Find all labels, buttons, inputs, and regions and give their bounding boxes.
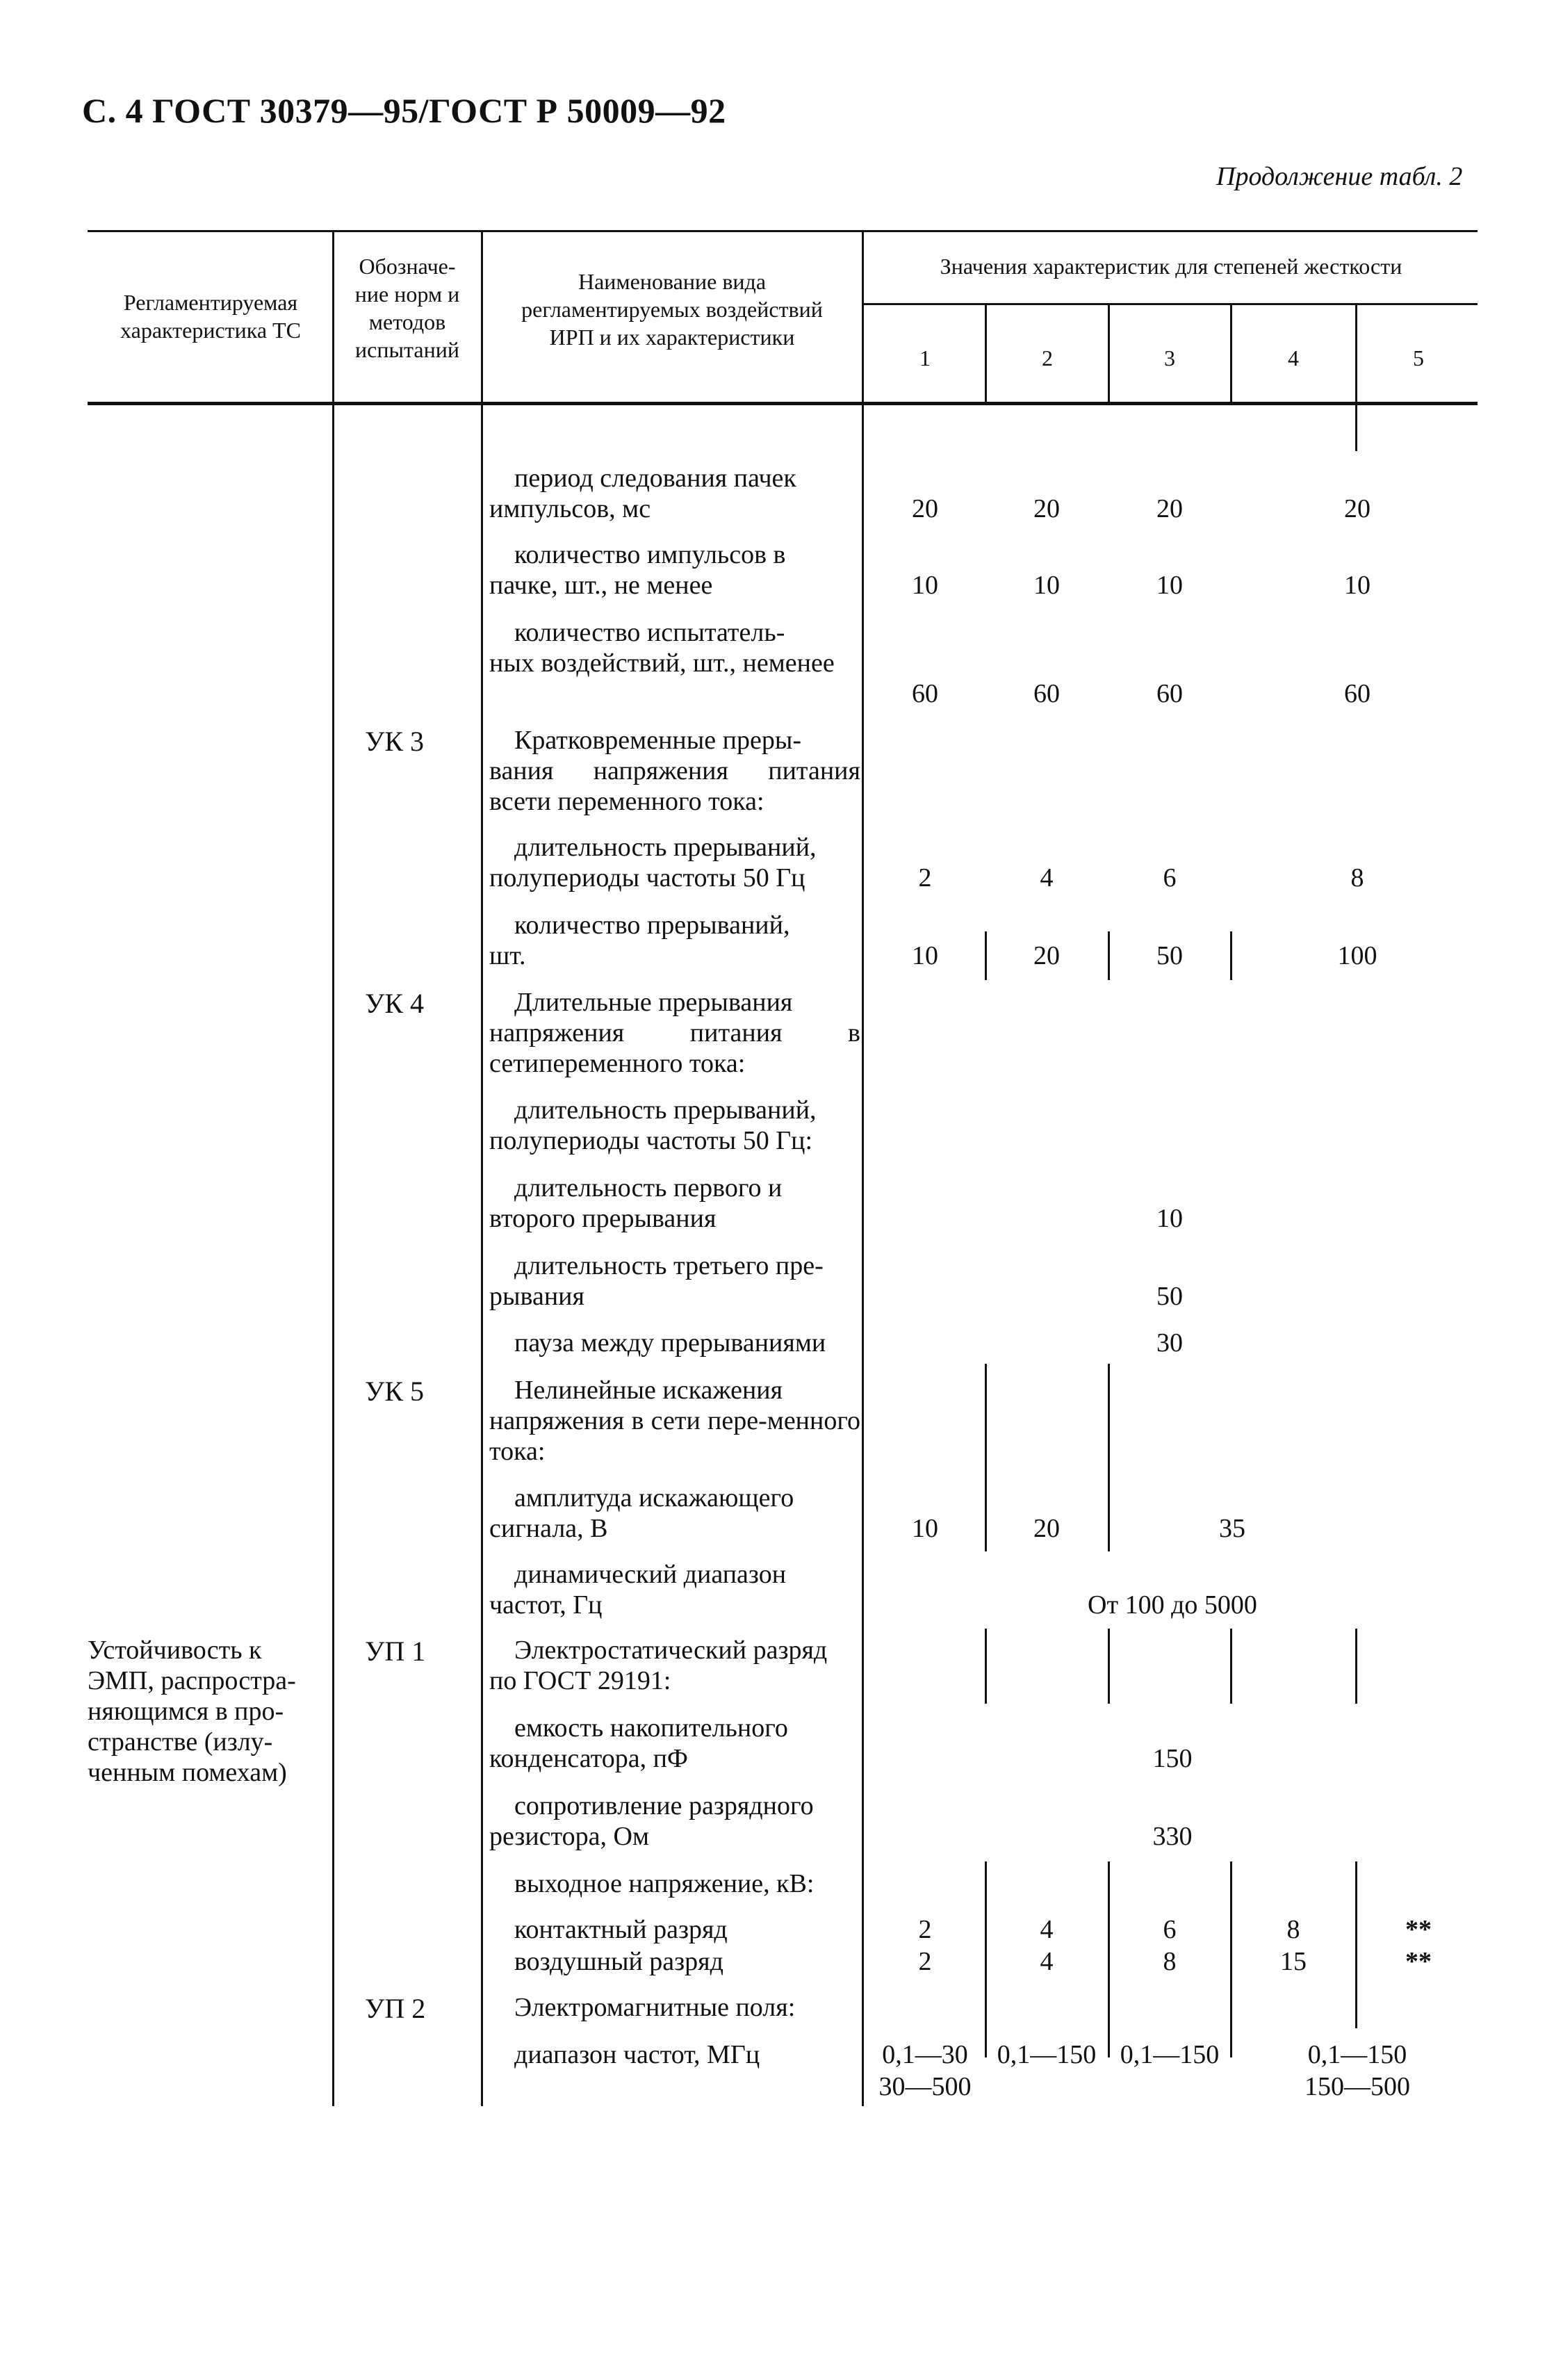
row-name: Длительные прерывания напряжения питания в сетипеременного тока: [489,988,860,1078]
value-cell: ** [1405,1915,1432,1944]
value-cell: 8 [1163,1947,1177,1976]
row-name: количество импульсов в пачке, шт., не менее [489,540,786,600]
value-cell: 35 [1219,1514,1245,1543]
value-cell: 150—500 [1304,2072,1410,2101]
value-cell: 10 [1156,1204,1183,1233]
value-cell: 2 [918,1915,932,1944]
row-name: емкость накопительного конденсатора, пФ [489,1713,788,1773]
row-name: длительность третьего пре- рывания [489,1251,824,1311]
table-top-border [88,230,1478,232]
header-bottom-border [88,402,1478,405]
row-name: длительность прерываний, полупериоды частоты 50 Гц [489,833,817,892]
row-name: выходное напряжение, кВ: [514,1869,815,1898]
value-cell: 50 [1156,941,1183,970]
header-degree-1: 1 [919,345,931,370]
value-cell: 2 [918,1947,932,1976]
value-cell: 8 [1286,1915,1300,1944]
value-cell: 10 [1156,571,1183,600]
degree-divider [985,1861,987,2057]
code-up1: УП 1 [365,1636,426,1667]
row-name: сопротивление разрядного резистора, Ом [489,1791,814,1851]
degree-divider [985,931,987,980]
row-name: Электростатический разряд по ГОСТ 29191: [489,1636,828,1695]
header-values: Значения характеристик для степеней жесткости [940,254,1402,279]
code-uk3: УК 3 [365,726,424,757]
value-cell: 20 [912,494,938,523]
header-degree-4: 4 [1288,345,1299,370]
row-name: период следования пачек импульсов, мс [489,464,796,523]
page-title: С. 4 ГОСТ 30379—95/ГОСТ Р 50009—92 [82,91,726,130]
header-divider-2 [481,230,483,404]
body-divider-2 [481,403,483,2106]
header-divider-4 [985,303,987,404]
degree-divider [1230,1629,1232,1704]
value-cell: 60 [912,679,938,708]
value-cell: 100 [1337,941,1377,970]
value-cell: 0,1—150 [997,2040,1097,2069]
value-cell: 4 [1040,1915,1054,1944]
row-name: динамический диапазон частот, Гц [489,1560,787,1620]
value-cell: 10 [1344,571,1370,600]
value-cell: 60 [1156,679,1183,708]
value-cell: 10 [912,1514,938,1543]
value-cell: ** [1405,1947,1432,1976]
value-cell: От 100 до 5000 [1088,1590,1257,1620]
value-cell: 8 [1350,863,1364,892]
row-name: контактный разряд [514,1915,728,1944]
row-name: длительность прерываний, полупериоды частоты 50 Гц: [489,1095,817,1155]
header-characteristic: Регламентируемая характеристика ТС [120,290,301,343]
body-divider-1 [332,403,334,2106]
value-cell: 20 [1344,494,1370,523]
header-divider-3 [862,230,864,404]
value-cell: 10 [912,941,938,970]
degree-divider [985,1629,987,1704]
row-name: Кратковременные преры- вания напряжения питания всети переменного тока: [489,726,860,816]
value-cell: 60 [1033,679,1060,708]
value-cell: 20 [1033,494,1060,523]
value-cell: 0,1—150 [1120,2040,1220,2069]
row-name: Электромагнитные поля: [514,1993,796,2022]
row-name: Нелинейные искажения напряжения в сети пере-менного тока: [489,1376,860,1466]
value-cell: 60 [1344,679,1370,708]
header-name: Наименование вида регламентируемых воздействий ИРП и их характеристики [521,269,823,350]
header-degree-5: 5 [1413,345,1424,370]
degree-divider [1108,1629,1110,1704]
value-cell: 30—500 [878,2072,972,2101]
values-subheader-border [863,303,1478,305]
header-divider-1 [332,230,334,404]
value-cell: 0,1—150 [1307,2040,1407,2069]
code-uk5: УК 5 [365,1376,424,1407]
row-name: пауза между прерываниями [514,1328,826,1358]
value-cell: 4 [1040,863,1054,892]
value-cell: 20 [1033,941,1060,970]
header-degree-3: 3 [1164,345,1175,370]
row-name: количество испытатель- ных воздействий, шт., неменее [489,618,835,678]
value-cell: 6 [1163,863,1177,892]
value-cell: 150 [1152,1744,1193,1773]
characteristic-text: Устойчивость к ЭМП, распростра- няющимся в про- странстве (излу- ченным помехам) [88,1636,296,1787]
value-cell: 2 [918,863,932,892]
value-cell: 20 [1033,1514,1060,1543]
table-continuation-label: Продолжение табл. 2 [1216,162,1463,191]
value-cell: 10 [912,571,938,600]
degree-divider [985,1364,987,1551]
value-cell: 15 [1280,1947,1307,1976]
row-name: воздушный разряд [514,1947,723,1976]
value-cell: 30 [1156,1328,1183,1358]
degree-divider [1355,1629,1357,1704]
header-designation: Обозначе- ние норм и методов испытаний [354,254,460,362]
value-cell: 330 [1152,1822,1193,1851]
value-cell: 20 [1156,494,1183,523]
code-uk4: УК 4 [365,988,424,1019]
row-name: диапазон частот, МГц [514,2040,760,2069]
value-cell: 10 [1033,571,1060,600]
value-cell: 4 [1040,1947,1054,1976]
row-name: амплитуда искажающего сигнала, В [489,1483,794,1543]
degree-divider [1355,405,1357,451]
value-cell: 6 [1163,1915,1177,1944]
row-name: длительность первого и второго прерывания [489,1173,783,1233]
value-cell: 50 [1156,1282,1183,1311]
value-cell: 0,1—30 [882,2040,968,2069]
code-up2: УП 2 [365,1993,426,2024]
body-divider-3 [862,403,864,2106]
degree-divider [1355,1861,1357,2028]
header-degree-2: 2 [1042,345,1053,370]
row-name: количество прерываний, шт. [489,911,790,970]
